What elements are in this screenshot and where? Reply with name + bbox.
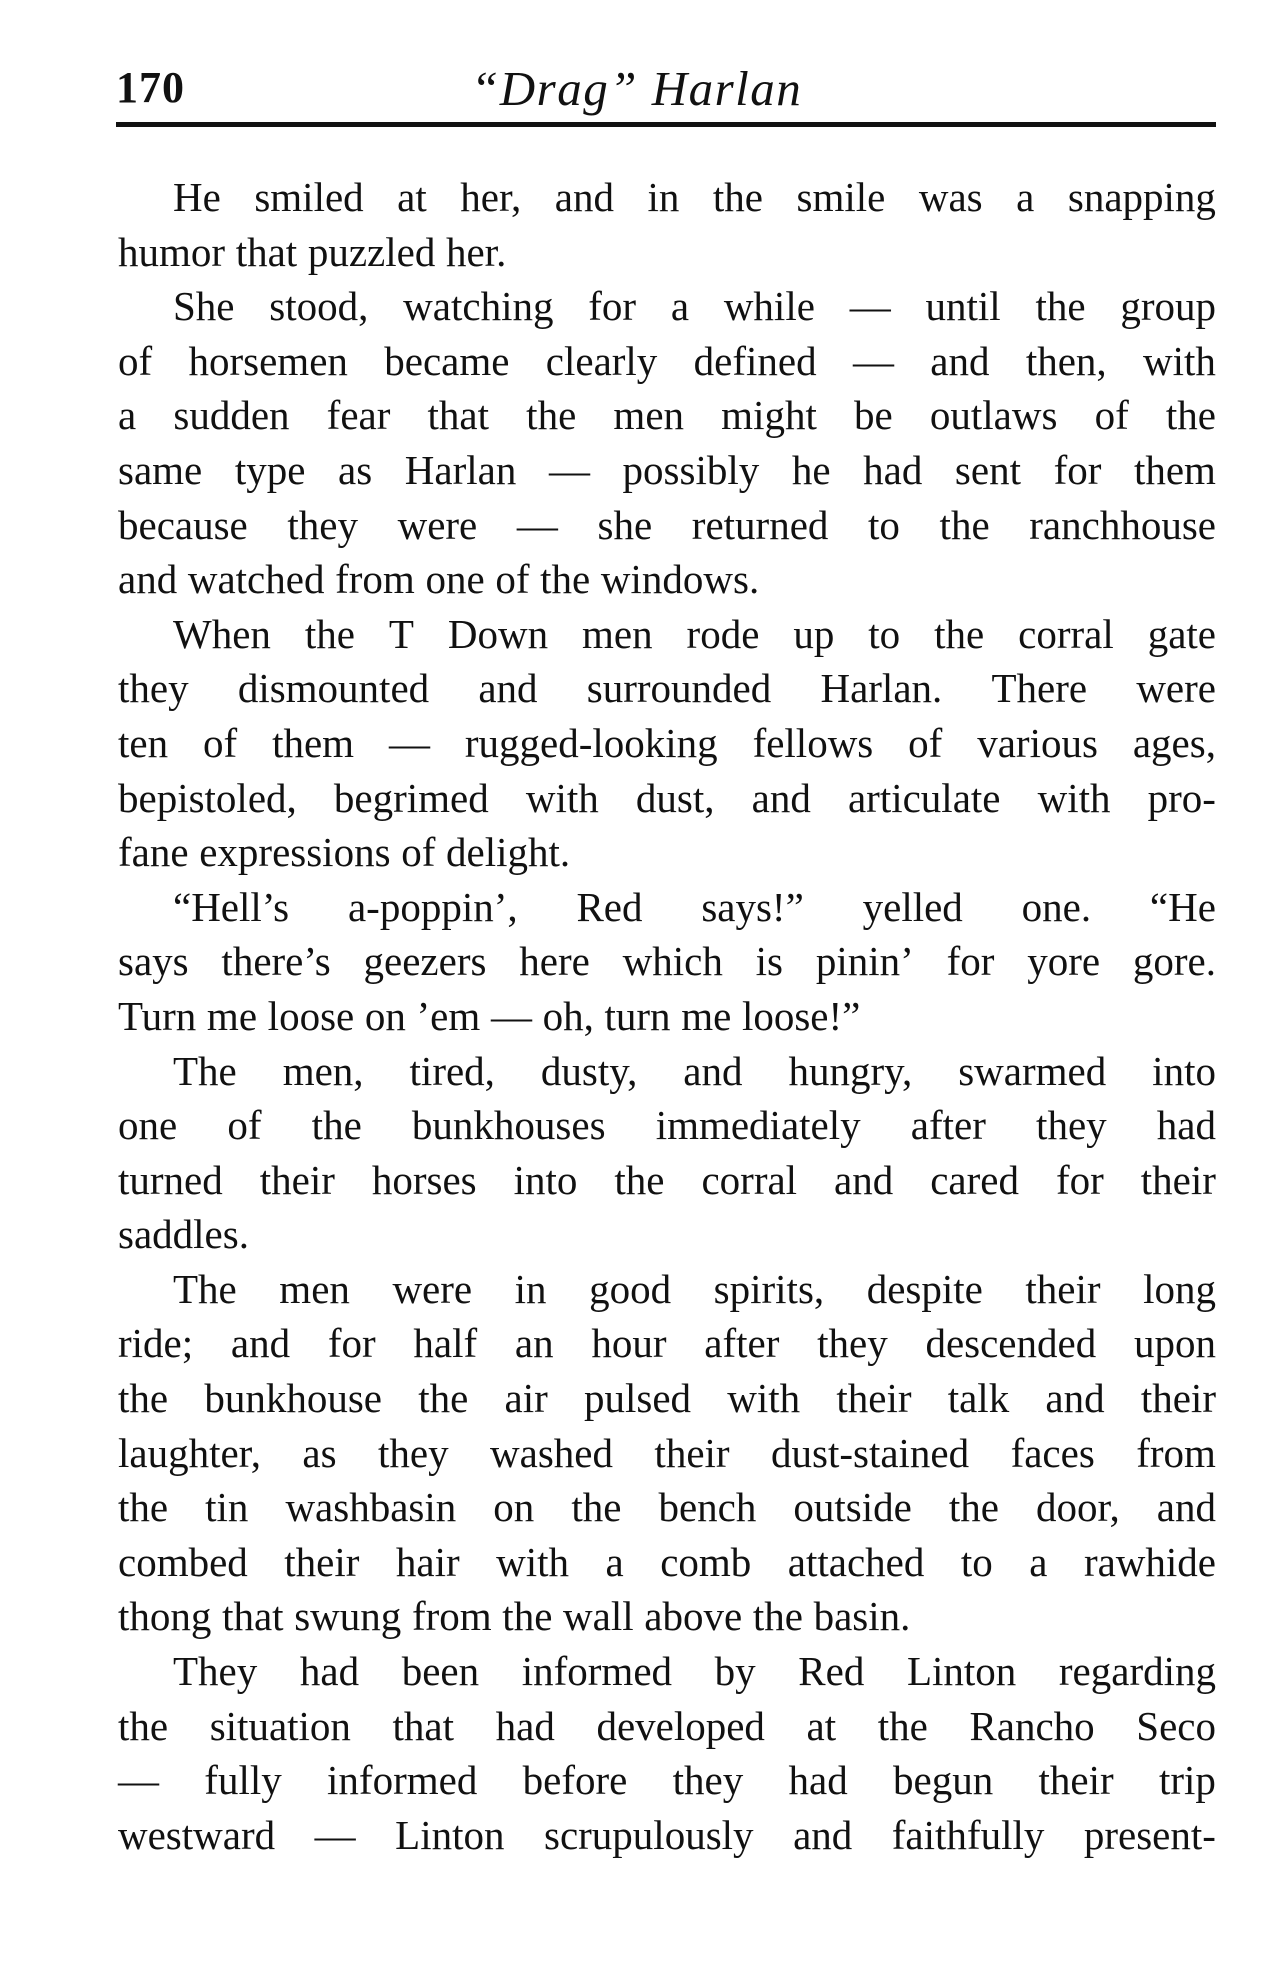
- text-line: He smiled at her, and in the smile was a snapping: [173, 174, 1216, 220]
- text-line: one of the bunkhouses immediately after they had: [118, 1102, 1216, 1149]
- text-line: Turn me loose on ’em — oh, turn me loose!”: [118, 992, 861, 1039]
- text-line: thong that swung from the wall above the basin.: [118, 1593, 911, 1640]
- text-line: ride; and for half an hour after they descended upon: [118, 1320, 1216, 1367]
- running-title: “Drag” Harlan: [471, 61, 803, 116]
- text-line: — fully informed before they had begun their trip: [118, 1757, 1216, 1804]
- text-line: westward — Linton scrupulously and faithfully present-: [118, 1811, 1216, 1858]
- text-line: saddles.: [118, 1211, 249, 1258]
- header-rule: [116, 122, 1216, 127]
- text-line: When the T Down men rode up to the corral gate: [173, 610, 1216, 657]
- page-number: 170: [116, 63, 185, 112]
- text-line: of horsemen became clearly defined — and then, with: [118, 337, 1216, 384]
- text-line: same type as Harlan — possibly he had sent for them: [118, 446, 1216, 493]
- text-line: The men, tired, dusty, and hungry, swarmed into: [173, 1047, 1216, 1094]
- text-line: combed their hair with a comb attached to a rawhide: [118, 1538, 1216, 1585]
- body-text: [118, 170, 1216, 1862]
- page-header: [116, 60, 1216, 120]
- text-line: They had been informed by Red Linton regarding: [173, 1648, 1216, 1695]
- text-line: laughter, as they washed their dust-stained faces from: [118, 1429, 1216, 1476]
- text-line: bepistoled, begrimed with dust, and articulate with pro-: [118, 774, 1216, 821]
- text-line: the situation that had developed at the Rancho Seco: [118, 1702, 1216, 1749]
- text-line: the tin washbasin on the bench outside the door, and: [118, 1484, 1216, 1531]
- text-line: humor that puzzled her.: [118, 228, 507, 275]
- text-line: says there’s geezers here which is pinin’ for yore gore.: [118, 938, 1216, 985]
- text-line: “Hell’s a-poppin’, Red says!” yelled one. “He: [173, 883, 1216, 930]
- text-line: turned their horses into the corral and cared for their: [118, 1156, 1216, 1203]
- text-line: The men were in good spirits, despite their long: [173, 1265, 1216, 1312]
- text-line: and watched from one of the windows.: [118, 556, 760, 603]
- text-line: She stood, watching for a while — until the group: [173, 283, 1216, 330]
- text-line: because they were — she returned to the ranchhouse: [118, 501, 1216, 548]
- text-line: they dismounted and surrounded Harlan. There were: [118, 665, 1216, 712]
- text-line: the bunkhouse the air pulsed with their talk and their: [118, 1375, 1216, 1422]
- text-line: a sudden fear that the men might be outlaws of the: [118, 392, 1216, 439]
- text-line: ten of them — rugged-looking fellows of various ages,: [118, 719, 1216, 766]
- text-line: fane expressions of delight.: [118, 829, 571, 876]
